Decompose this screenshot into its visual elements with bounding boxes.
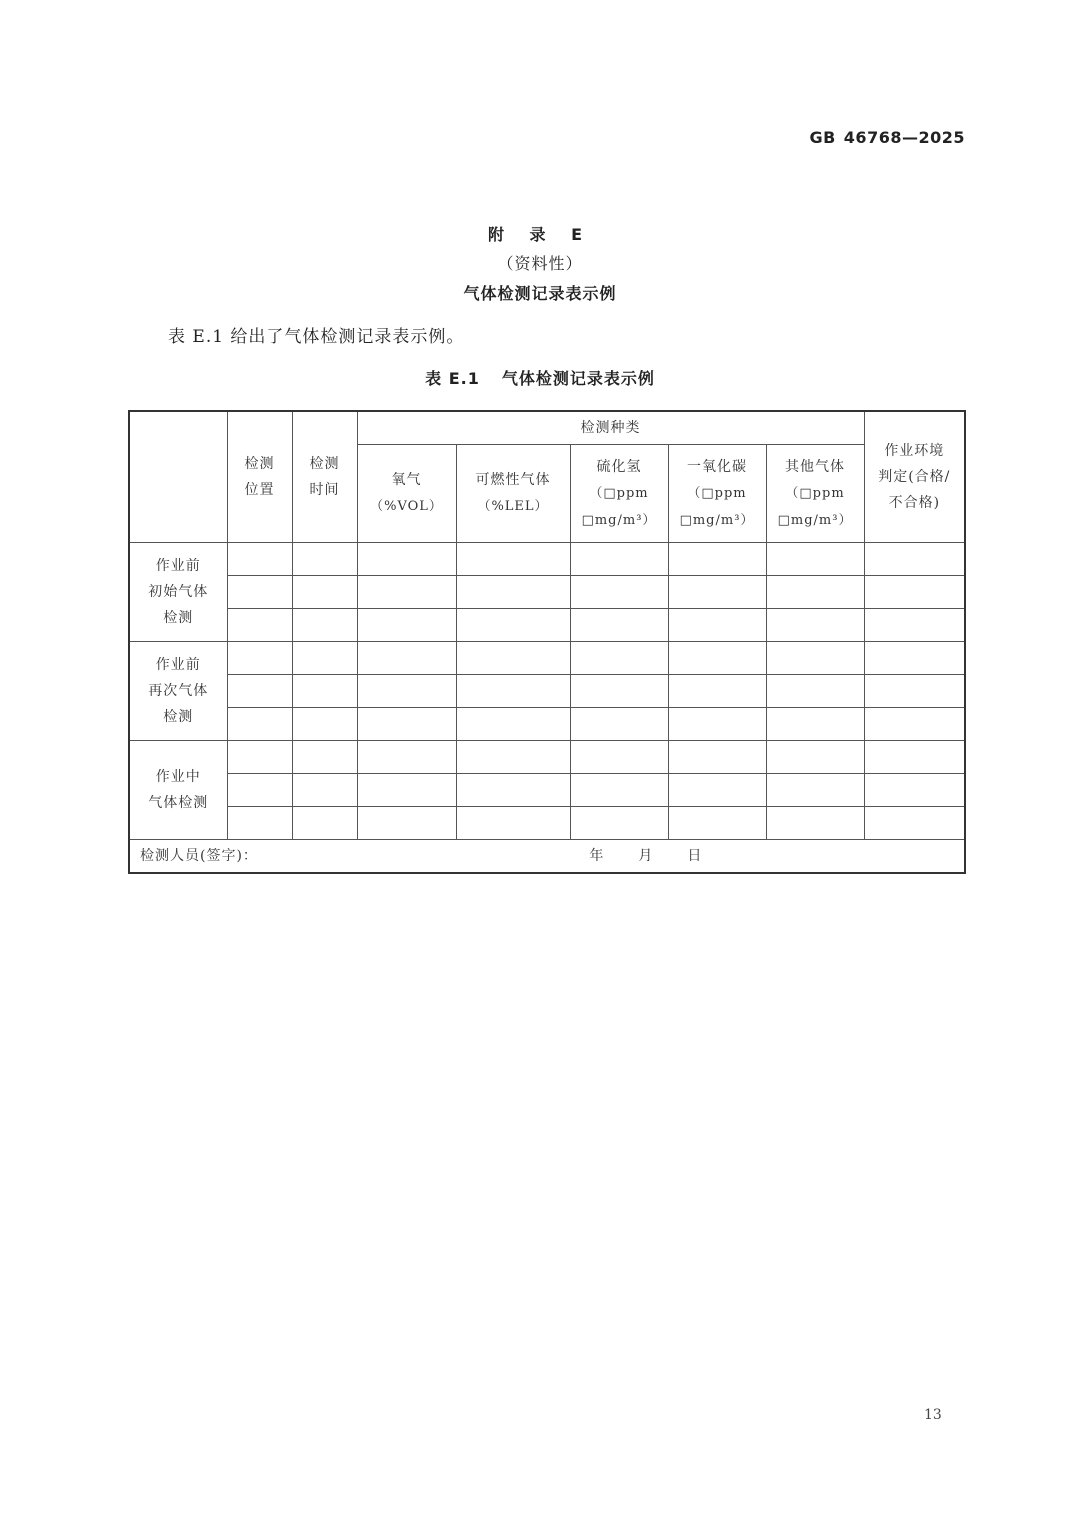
header-combustible-gas: 可燃性气体 （%LEL） [456, 445, 570, 543]
entry-cell[interactable] [456, 741, 570, 774]
entry-cell[interactable] [766, 543, 864, 576]
appendix-title: 附 录 E [487, 225, 593, 244]
entry-cell[interactable] [766, 774, 864, 807]
entry-cell[interactable] [227, 576, 292, 609]
entry-cell[interactable] [668, 675, 766, 708]
entry-cell[interactable] [292, 675, 357, 708]
standard-prefix: GB [809, 128, 836, 147]
entry-cell[interactable] [668, 741, 766, 774]
entry-cell[interactable] [456, 543, 570, 576]
entry-cell[interactable] [292, 576, 357, 609]
entry-cell[interactable] [570, 675, 668, 708]
entry-cell[interactable] [864, 741, 965, 774]
entry-cell[interactable] [766, 741, 864, 774]
entry-cell[interactable] [227, 807, 292, 840]
entry-cell[interactable] [357, 774, 456, 807]
entry-cell[interactable] [668, 642, 766, 675]
entry-cell[interactable] [227, 675, 292, 708]
day-label: 日 [687, 848, 703, 864]
entry-cell[interactable] [357, 741, 456, 774]
entry-cell[interactable] [456, 609, 570, 642]
standard-number: 46768—2025 [843, 128, 965, 147]
entry-cell[interactable] [766, 675, 864, 708]
entry-cell[interactable] [292, 543, 357, 576]
gas-detection-record-table [128, 410, 966, 874]
entry-cell[interactable] [227, 708, 292, 741]
header-judgement: 作业环境 判定(合格/ 不合格) [864, 411, 965, 543]
entry-cell[interactable] [292, 807, 357, 840]
table-title: 气体检测记录表示例 [501, 369, 655, 388]
entry-cell[interactable] [456, 675, 570, 708]
entry-cell[interactable] [864, 543, 965, 576]
entry-cell[interactable] [668, 708, 766, 741]
appendix-name: 气体检测记录表示例 [463, 284, 617, 303]
entry-cell[interactable] [570, 609, 668, 642]
header-hydrogen-sulfide: 硫化氢 （□ppm □mg/m³） [570, 445, 668, 543]
date-fields [589, 843, 736, 869]
entry-cell[interactable] [357, 543, 456, 576]
entry-cell[interactable] [766, 576, 864, 609]
entry-cell[interactable] [668, 774, 766, 807]
entry-cell[interactable] [864, 675, 965, 708]
entry-cell[interactable] [292, 609, 357, 642]
entry-cell[interactable] [570, 741, 668, 774]
entry-cell[interactable] [357, 675, 456, 708]
standard-code [809, 128, 965, 147]
entry-cell[interactable] [668, 576, 766, 609]
entry-cell[interactable] [227, 741, 292, 774]
month-label: 月 [638, 848, 654, 864]
entry-cell[interactable] [292, 642, 357, 675]
entry-cell[interactable] [292, 774, 357, 807]
entry-cell[interactable] [570, 807, 668, 840]
entry-cell[interactable] [864, 807, 965, 840]
header-carbon-monoxide: 一氧化碳 （□ppm □mg/m³） [668, 445, 766, 543]
entry-cell[interactable] [864, 774, 965, 807]
intro-paragraph: 表 E.1 给出了气体检测记录表示例。 [168, 327, 465, 347]
entry-cell[interactable] [357, 609, 456, 642]
entry-cell[interactable] [570, 543, 668, 576]
entry-cell[interactable] [864, 708, 965, 741]
entry-cell[interactable] [456, 642, 570, 675]
entry-cell[interactable] [766, 642, 864, 675]
header-other-gas: 其他气体 （□ppm □mg/m³） [766, 445, 864, 543]
entry-cell[interactable] [292, 741, 357, 774]
signature-row[interactable] [129, 840, 965, 874]
entry-cell[interactable] [864, 642, 965, 675]
entry-cell[interactable] [227, 774, 292, 807]
entry-cell[interactable] [357, 576, 456, 609]
table-number: 表 E.1 [425, 369, 480, 388]
entry-cell[interactable] [668, 807, 766, 840]
entry-cell[interactable] [227, 642, 292, 675]
row-group-pre-initial: 作业前 初始气体 检测 [129, 543, 227, 642]
entry-cell[interactable] [456, 807, 570, 840]
entry-cell[interactable] [357, 708, 456, 741]
table-caption [0, 366, 1080, 389]
entry-cell[interactable] [570, 774, 668, 807]
row-group-during: 作业中 气体检测 [129, 741, 227, 840]
entry-cell[interactable] [668, 609, 766, 642]
header-detection-type: 检测种类 [357, 411, 864, 445]
appendix-nature: （资料性） [497, 254, 583, 273]
year-label: 年 [589, 848, 605, 864]
page-number: 13 [924, 1407, 942, 1423]
entry-cell[interactable] [292, 708, 357, 741]
entry-cell[interactable] [766, 609, 864, 642]
entry-cell[interactable] [227, 609, 292, 642]
entry-cell[interactable] [864, 609, 965, 642]
inspector-signature-label: 检测人员(签字)： [140, 848, 258, 864]
corner-cell [129, 411, 227, 543]
entry-cell[interactable] [357, 642, 456, 675]
entry-cell[interactable] [570, 708, 668, 741]
entry-cell[interactable] [456, 774, 570, 807]
header-location: 检测 位置 [227, 411, 292, 543]
entry-cell[interactable] [357, 807, 456, 840]
header-oxygen: 氧气 （%VOL） [357, 445, 456, 543]
entry-cell[interactable] [766, 807, 864, 840]
entry-cell[interactable] [864, 576, 965, 609]
entry-cell[interactable] [766, 708, 864, 741]
entry-cell[interactable] [668, 543, 766, 576]
entry-cell[interactable] [456, 708, 570, 741]
entry-cell[interactable] [227, 543, 292, 576]
row-group-pre-repeat: 作业前 再次气体 检测 [129, 642, 227, 741]
entry-cell[interactable] [570, 642, 668, 675]
header-time: 检测 时间 [292, 411, 357, 543]
entry-cell[interactable] [456, 576, 570, 609]
entry-cell[interactable] [570, 576, 668, 609]
